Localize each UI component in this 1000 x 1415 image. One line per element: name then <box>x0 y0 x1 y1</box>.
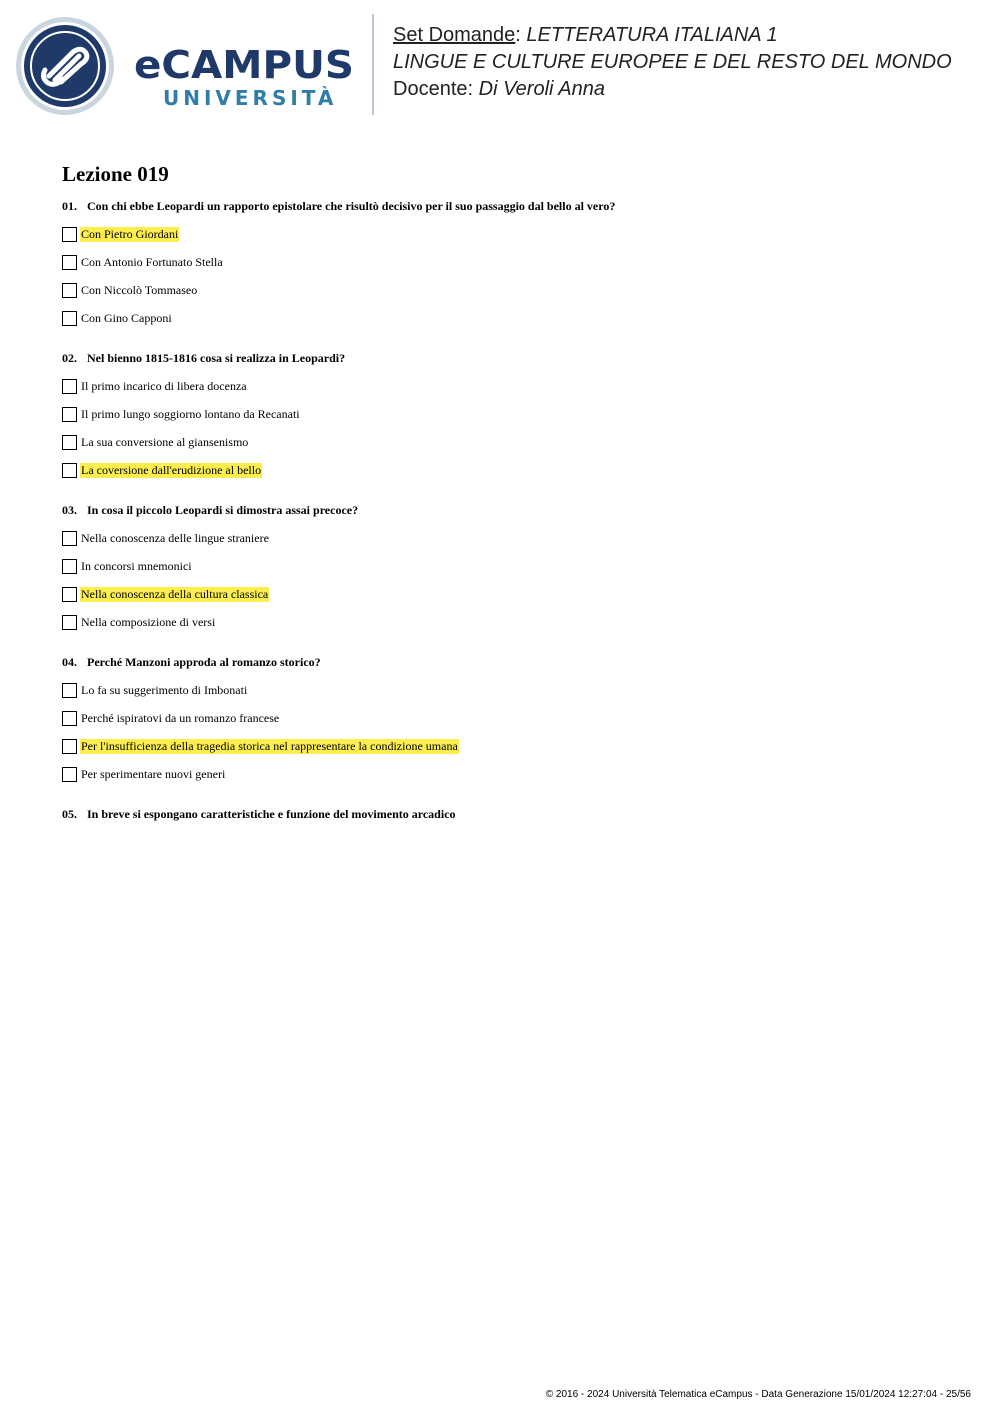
answer-checkbox[interactable] <box>62 739 77 754</box>
answer-label: Nella composizione di versi <box>81 614 216 629</box>
question-label: Perché Manzoni approda al romanzo storico? <box>87 655 321 669</box>
logo-subtitle: UNIVERSITÀ <box>163 86 338 110</box>
page-footer: © 2016 - 2024 Università Telematica eCampus - Data Generazione 15/01/2024 12:27:04 - 25/56 <box>545 1389 971 1400</box>
question-number: 02. <box>62 351 77 365</box>
answer-label-highlighted: Per l'insufficienza della tragedia storica nel rappresentare la condizione umana <box>81 738 458 753</box>
ecampus-wordmark <box>134 44 356 84</box>
question-block <box>62 197 962 332</box>
answer-checkbox[interactable] <box>62 615 77 630</box>
page-header <box>0 0 1000 120</box>
answer-checkbox[interactable] <box>62 435 77 450</box>
answer-checkbox[interactable] <box>62 767 77 782</box>
answer-checkbox[interactable] <box>62 227 77 242</box>
answer-label: Con Gino Capponi <box>81 310 172 325</box>
lesson-title: Lezione 019 <box>62 162 169 186</box>
answer-option[interactable] <box>62 400 962 428</box>
answer-option[interactable] <box>62 304 962 332</box>
question-number: 01. <box>62 199 77 213</box>
answer-checkbox[interactable] <box>62 255 77 270</box>
answer-label: Con Antonio Fortunato Stella <box>81 254 223 269</box>
set-line: Set Domande: LETTERATURA ITALIANA 1 <box>393 24 778 46</box>
docente-name: Di Veroli Anna <box>478 78 605 100</box>
answer-checkbox[interactable] <box>62 407 77 422</box>
answer-option[interactable] <box>62 524 962 552</box>
question-label: Nel bienno 1815-1816 cosa si realizza in Leopardi? <box>87 351 346 365</box>
set-label: Set Domande <box>393 24 516 46</box>
answer-label: Lo fa su suggerimento di Imbonati <box>81 682 248 697</box>
answer-checkbox[interactable] <box>62 711 77 726</box>
answer-option[interactable] <box>62 704 962 732</box>
answer-label: Per sperimentare nuovi generi <box>81 766 226 781</box>
answer-option[interactable] <box>62 676 962 704</box>
course-name: LINGUE E CULTURE EUROPEE E DEL RESTO DEL MONDO <box>393 51 952 73</box>
question-list <box>62 197 962 824</box>
answer-label: Il primo lungo soggiorno lontano da Recanati <box>81 406 300 421</box>
question-number: 03. <box>62 503 77 517</box>
docente-line <box>393 76 952 103</box>
answer-checkbox[interactable] <box>62 559 77 574</box>
answer-label-highlighted: La coversione dall'erudizione al bello <box>81 462 262 477</box>
answer-label: In concorsi mnemonici <box>81 558 192 573</box>
answer-checkbox[interactable] <box>62 587 77 602</box>
question-block <box>62 349 962 484</box>
answer-option[interactable] <box>62 732 962 760</box>
answer-option[interactable] <box>62 276 962 304</box>
answer-label-highlighted: Nella conoscenza della cultura classica <box>81 586 269 601</box>
answer-checkbox[interactable] <box>62 379 77 394</box>
answer-label: Perché ispiratovi da un romanzo francese <box>81 710 280 725</box>
answer-label: Con Niccolò Tommaseo <box>81 282 198 297</box>
answer-checkbox[interactable] <box>62 463 77 478</box>
answer-checkbox[interactable] <box>62 683 77 698</box>
question-label: In cosa il piccolo Leopardi si dimostra assai precoce? <box>87 503 359 517</box>
question-text <box>62 653 962 672</box>
question-number: 05. <box>62 807 77 821</box>
answer-option[interactable] <box>62 248 962 276</box>
answer-label: Il primo incarico di libera docenza <box>81 378 247 393</box>
question-label: Con chi ebbe Leopardi un rapporto epistolare che risultò decisivo per il suo passaggio dal bello al vero? <box>87 199 616 213</box>
question-text <box>62 805 962 824</box>
answer-option[interactable] <box>62 608 962 636</box>
answer-label: La sua conversione al giansenismo <box>81 434 249 449</box>
answer-option[interactable] <box>62 220 962 248</box>
answer-option[interactable] <box>62 580 962 608</box>
question-label: In breve si espongano caratteristiche e funzione del movimento arcadico <box>87 807 456 821</box>
question-block <box>62 501 962 636</box>
question-number: 04. <box>62 655 77 669</box>
question-text <box>62 197 962 216</box>
set-value: LETTERATURA ITALIANA 1 <box>526 24 778 46</box>
logo-word-text: eCAMPUS <box>134 44 354 84</box>
answer-label-highlighted: Con Pietro Giordani <box>81 226 179 241</box>
question-text <box>62 501 962 520</box>
answer-option[interactable] <box>62 372 962 400</box>
course-line <box>393 49 952 76</box>
header-divider <box>372 14 374 115</box>
answer-option[interactable] <box>62 428 962 456</box>
answer-checkbox[interactable] <box>62 283 77 298</box>
ecampus-emblem-icon <box>15 16 115 116</box>
answer-label: Nella conoscenza delle lingue straniere <box>81 530 269 545</box>
answer-checkbox[interactable] <box>62 311 77 326</box>
answer-checkbox[interactable] <box>62 531 77 546</box>
answer-option[interactable] <box>62 552 962 580</box>
docente-label: Docente: <box>393 78 474 100</box>
quiz-content <box>62 162 962 841</box>
answer-option[interactable] <box>62 456 962 484</box>
answer-option[interactable] <box>62 760 962 788</box>
question-block <box>62 805 962 824</box>
header-info <box>393 22 952 103</box>
question-block <box>62 653 962 788</box>
question-text <box>62 349 962 368</box>
